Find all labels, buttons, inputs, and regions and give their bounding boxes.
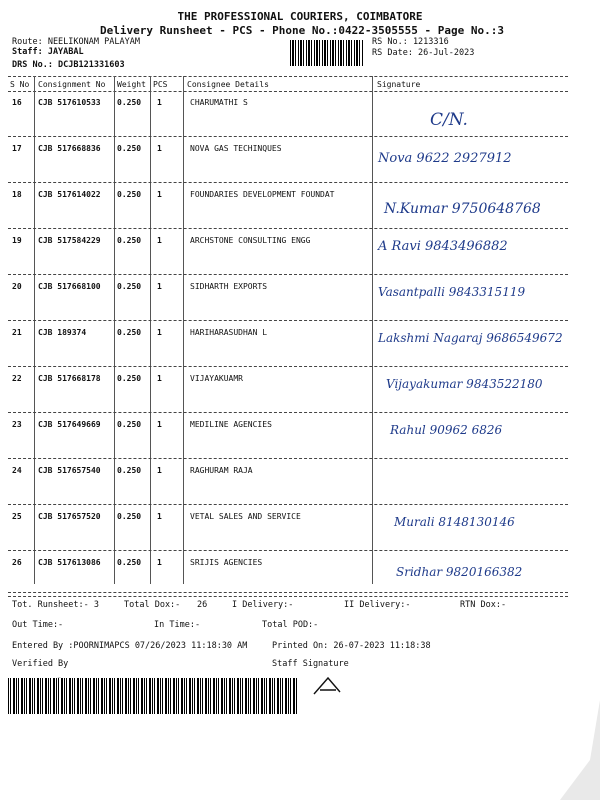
total-dox-value: 26 [197,600,208,610]
row-pcs: 1 [157,236,162,245]
tot-runsheet: Tot. Runsheet:- 3 [12,600,99,610]
staff-signature-label: Staff Signature [272,659,349,669]
row-sno: 20 [12,282,22,291]
row-consignee: NOVA GAS TECHINQUES [190,144,282,153]
row-pcs: 1 [157,374,162,383]
col-header-consignment: Consignment No [38,80,106,89]
row-pcs: 1 [157,144,162,153]
entered-by: Entered By :POORNIMAPCS 07/26/2023 11:18:30 AM [12,641,248,651]
row-divider [8,596,568,597]
row-pcs: 1 [157,558,162,567]
col-header-signature: Signature [377,80,421,89]
row-weight: 0.250 [117,512,142,521]
in-time: In Time:- [154,620,201,630]
row-weight: 0.250 [117,466,142,475]
row-signature: Sridhar 9820166382 [396,565,523,579]
row-divider [8,412,568,413]
row-sno: 17 [12,144,22,153]
row-sno: 16 [12,98,22,107]
row-pcs: 1 [157,512,162,521]
row-pcs: 1 [157,328,162,337]
bottom-barcode [8,678,298,714]
row-consignee: SIDHARTH EXPORTS [190,282,268,291]
table-top-rule [8,76,568,77]
row-consignment-no: CJB 517668836 [38,144,101,153]
row-signature: A Ravi 9843496882 [378,239,508,254]
row-divider [8,504,568,505]
runsheet-title: Delivery Runsheet - PCS - Phone No.:0422-3505555 - Page No.:3 [100,24,504,37]
out-time: Out Time:- [12,620,64,630]
row-consignee: HARIHARASUDHAN L [190,328,268,337]
row-pcs: 1 [157,420,162,429]
row-pcs: 1 [157,98,162,107]
col-header-sno: S No [10,80,30,89]
row-pcs: 1 [157,466,162,475]
row-signature: N.Kumar 9750648768 [384,201,541,217]
col-header-weight: Weight [117,80,146,89]
row-sno: 19 [12,236,22,245]
row-consignment-no: CJB 517584229 [38,236,101,245]
verified-by: Verified By [12,659,69,669]
row-sno: 18 [12,190,22,199]
printed-on: Printed On: 26-07-2023 11:18:38 [272,641,431,651]
row-weight: 0.250 [117,374,142,383]
row-consignment-no: CJB 189374 [38,328,87,337]
row-consignment-no: CJB 517649669 [38,420,101,429]
row-consignee: SRIJIS AGENCIES [190,558,263,567]
row-divider [8,366,568,367]
row-divider [8,320,568,321]
row-divider [8,550,568,551]
col-divider [114,76,115,584]
row-divider [8,228,568,229]
row-consignment-no: CJB 517614022 [38,190,101,199]
row-consignee: VIJAYAKUAMR [190,374,243,383]
drs-number: DRS No.: DCJB121331603 [12,60,125,70]
header-barcode [290,40,364,66]
row-divider [8,274,568,275]
row-signature: Lakshmi Nagaraj 9686549672 [378,331,563,345]
row-pcs: 1 [157,190,162,199]
row-divider [8,458,568,459]
row-consignee: RAGHURAM RAJA [190,466,253,475]
row-consignee: CHARUMATHI S [190,98,248,107]
row-weight: 0.250 [117,98,142,107]
row-signature: Vijayakumar 9843522180 [386,377,543,391]
row-signature: Vasantpalli 9843315119 [378,285,526,299]
rs-date: RS Date: 26-Jul-2023 [372,48,475,58]
row-signature: Nova 9622 2927912 [378,151,512,166]
row-sno: 21 [12,328,22,337]
torn-corner [520,700,600,800]
company-name: THE PROFESSIONAL COURIERS, COIMBATORE [177,10,423,23]
row-weight: 0.250 [117,558,142,567]
staff-signature-mark [310,672,344,698]
row-sno: 22 [12,374,22,383]
col-divider [150,76,151,584]
row-consignment-no: CJB 517668100 [38,282,101,291]
row-divider [8,182,568,183]
row-weight: 0.250 [117,144,142,153]
total-dox-label: Total Dox:- [124,600,181,610]
row-sno: 26 [12,558,22,567]
footer-rule [8,592,568,593]
staff: Staff: JAYABAL [12,47,84,57]
rtn-dox: RTN Dox:- [460,600,507,610]
row-consignment-no: CJB 517610533 [38,98,101,107]
row-weight: 0.250 [117,190,142,199]
route: Route: NEELIKONAM PALAYAM [12,37,140,47]
row-signature: C/N. [430,110,468,130]
row-signature: Rahul 90962 6826 [390,423,503,437]
col-header-pcs: PCS [153,80,168,89]
total-pod: Total POD:- [262,620,319,630]
ii-delivery: II Delivery:- [344,600,411,610]
row-sno: 23 [12,420,22,429]
row-sno: 24 [12,466,22,475]
col-divider [183,76,184,584]
row-consignment-no: CJB 517657520 [38,512,101,521]
row-divider [8,136,568,137]
col-divider [34,76,35,584]
row-consignment-no: CJB 517613086 [38,558,101,567]
row-weight: 0.250 [117,328,142,337]
row-consignment-no: CJB 517668178 [38,374,101,383]
row-signature: Murali 8148130146 [394,515,515,529]
row-weight: 0.250 [117,420,142,429]
row-sno: 25 [12,512,22,521]
row-consignee: MEDILINE AGENCIES [190,420,272,429]
rs-number: RS No.: 1213316 [372,37,449,47]
row-weight: 0.250 [117,236,142,245]
row-consignee: ARCHSTONE CONSULTING ENGG [190,236,311,245]
row-pcs: 1 [157,282,162,291]
row-consignee: FOUNDARIES DEVELOPMENT FOUNDAT [190,190,335,199]
row-weight: 0.250 [117,282,142,291]
table-header-rule [8,91,568,92]
row-consignment-no: CJB 517657540 [38,466,101,475]
col-header-consignee: Consignee Details [187,80,269,89]
i-delivery: I Delivery:- [232,600,294,610]
col-divider [372,76,373,584]
row-consignee: VETAL SALES AND SERVICE [190,512,301,521]
